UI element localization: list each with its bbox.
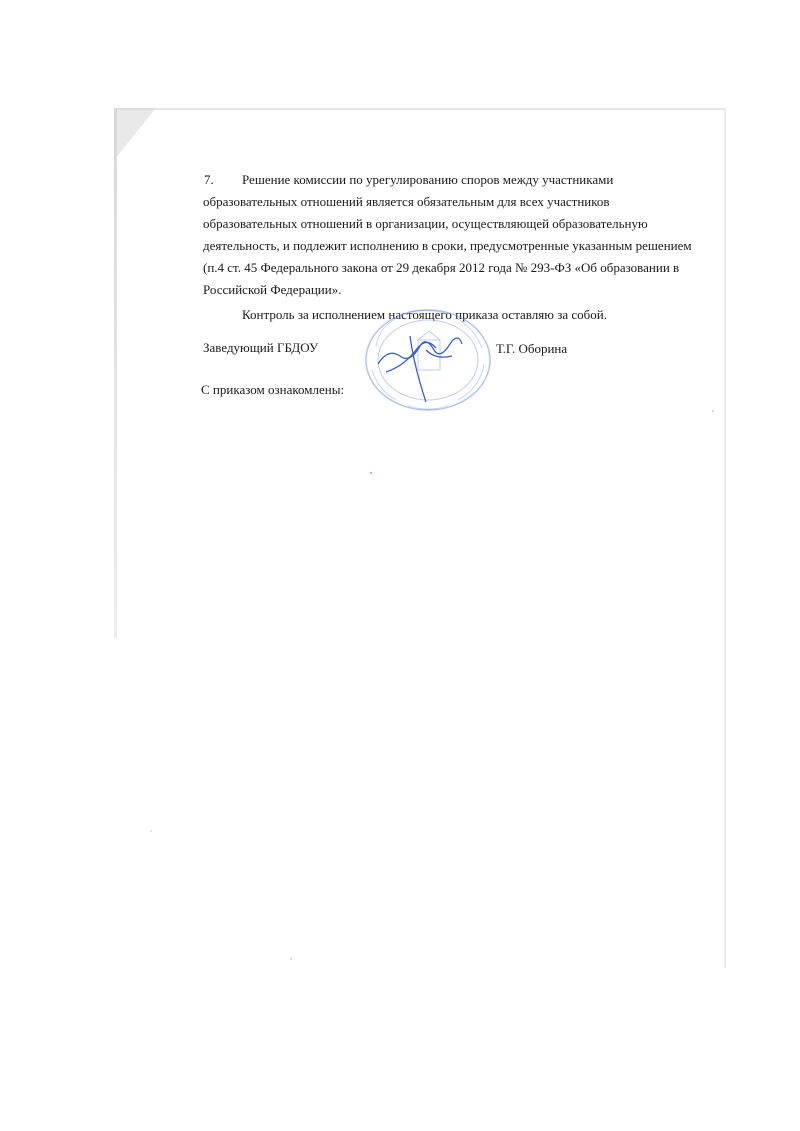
acknowledgement-label: С приказом ознакомлены: — [201, 382, 345, 397]
paragraph-line-1: Решение комиссии по урегулированию споров между участниками — [242, 172, 614, 187]
scan-edge-right — [724, 108, 726, 968]
scan-speck — [370, 472, 372, 474]
scan-speck — [150, 830, 152, 832]
scan-edge-top — [114, 108, 726, 110]
handwritten-signature — [378, 336, 462, 402]
scan-edge-left — [114, 108, 117, 638]
paragraph-line-6: Российской Федерации». — [203, 282, 342, 297]
paragraph-line-3: образовательных отношений в организации, осуществляющей образовательную — [203, 216, 648, 231]
scan-speck — [290, 958, 292, 960]
official-stamp-seal — [356, 306, 496, 414]
signatory-position: Заведующий ГБДОУ — [203, 340, 319, 355]
paragraph-number: 7. — [204, 172, 214, 187]
scan-speck — [712, 410, 714, 412]
paragraph-line-4: деятельность, и подлежит исполнению в сроки, предусмотренные указанным решением — [203, 238, 692, 253]
signatory-name: Т.Г. Оборина — [496, 341, 568, 356]
paragraph-line-5: (п.4 ст. 45 Федерального закона от 29 декабря 2012 года № 293-ФЗ «Об образовании в — [203, 260, 680, 275]
scan-folded-corner — [114, 108, 156, 160]
paragraph-line-2: образовательных отношений является обязательным для всех участников — [203, 194, 610, 209]
control-statement: Контроль за исполнением настоящего приказа оставляю за собой. — [242, 307, 607, 322]
stamp-ring-lettering — [372, 310, 484, 409]
stamp-outer-ring — [366, 310, 490, 410]
